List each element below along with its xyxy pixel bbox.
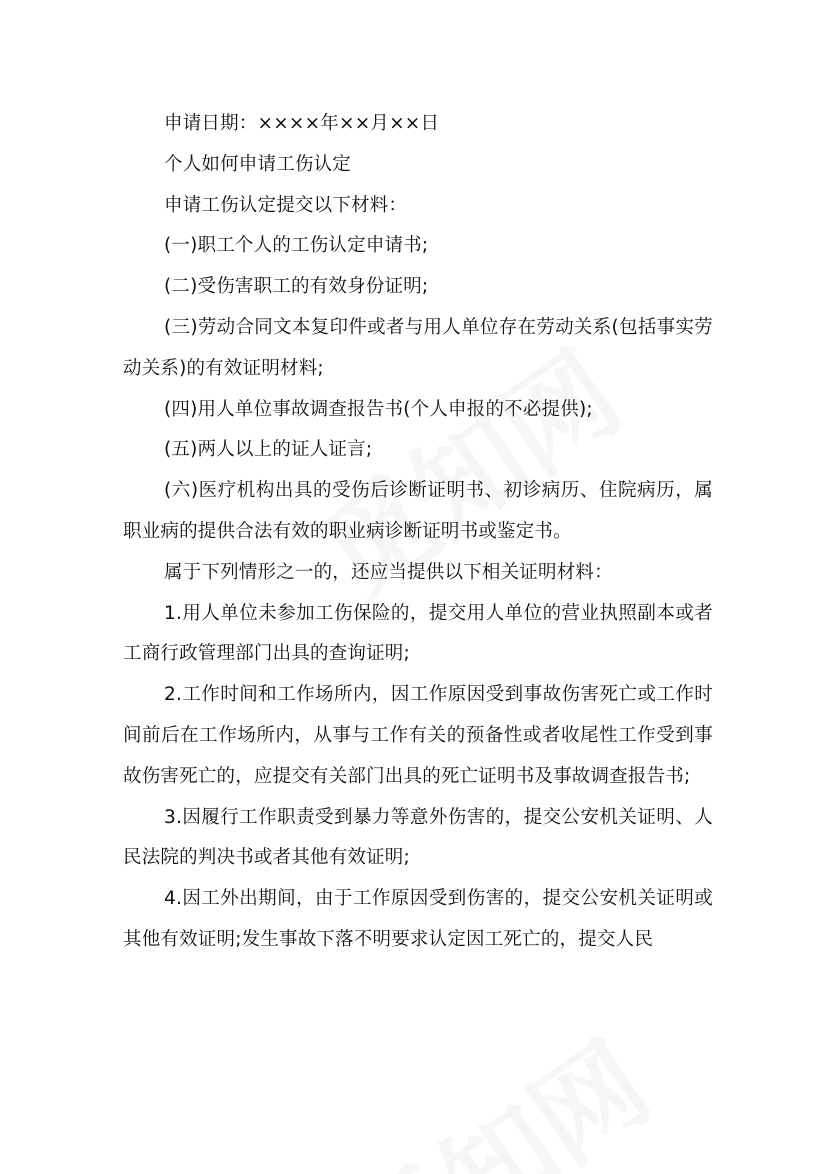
paragraph-application-date: 申请日期：××××年××月××日 (164, 113, 440, 134)
paragraph-heading: 个人如何申请工伤认定 (164, 153, 352, 175)
paragraph-materials-intro: 申请工伤认定提交以下材料： (164, 194, 408, 216)
paragraph-item-5: (五)两人以上的证人证言; (164, 439, 373, 461)
paragraph-additional-intro: 属于下列情形之一的，还应当提供以下相关证明材料： (164, 561, 613, 583)
document-body (123, 104, 713, 961)
paragraph-item-6: (六)医疗机构出具的受伤后诊断证明书、初诊病历、住院病历，属职业病的提供合法有效的职业病诊断证明书或鉴定书。 (123, 480, 713, 542)
paragraph-case-2: 2.工作时间和工作场所内，因工作原因受到事故伤害死亡或工作时间前后在工作场所内，从事与工作有关的预备性或者收尾性工作受到事故伤害死亡的，应提交有关部门出具的死亡证明书及事故调查报告书; (123, 684, 713, 787)
paragraph-item-3: (三)劳动合同文本复印件或者与用人单位存在劳动关系(包括事实劳动关系)的有效证明材料; (123, 316, 713, 379)
paragraph-case-1: 1.用人单位未参加工伤保险的，提交用人单位的营业执照副本或者工商行政管理部门出具的查询证明; (123, 602, 713, 665)
paragraph-item-1: (一)职工个人的工伤认定申请书; (164, 235, 429, 257)
paragraph-case-4: 4.因工外出期间，由于工作原因受到伤害的，提交公安机关证明或其他有效证明;发生事故下落不明要求认定因工死亡的，提交人民 (123, 888, 713, 950)
watermark (315, 1000, 676, 1174)
paragraph-case-3: 3.因履行工作职责受到暴力等意外伤害的，提交公安机关证明、人民法院的判决书或者其他有效证明; (123, 806, 713, 869)
paragraph-item-4: (四)用人单位事故调查报告书(个人申报的不必提供); (164, 398, 593, 420)
paragraph-item-2: (二)受伤害职工的有效身份证明; (164, 276, 429, 298)
